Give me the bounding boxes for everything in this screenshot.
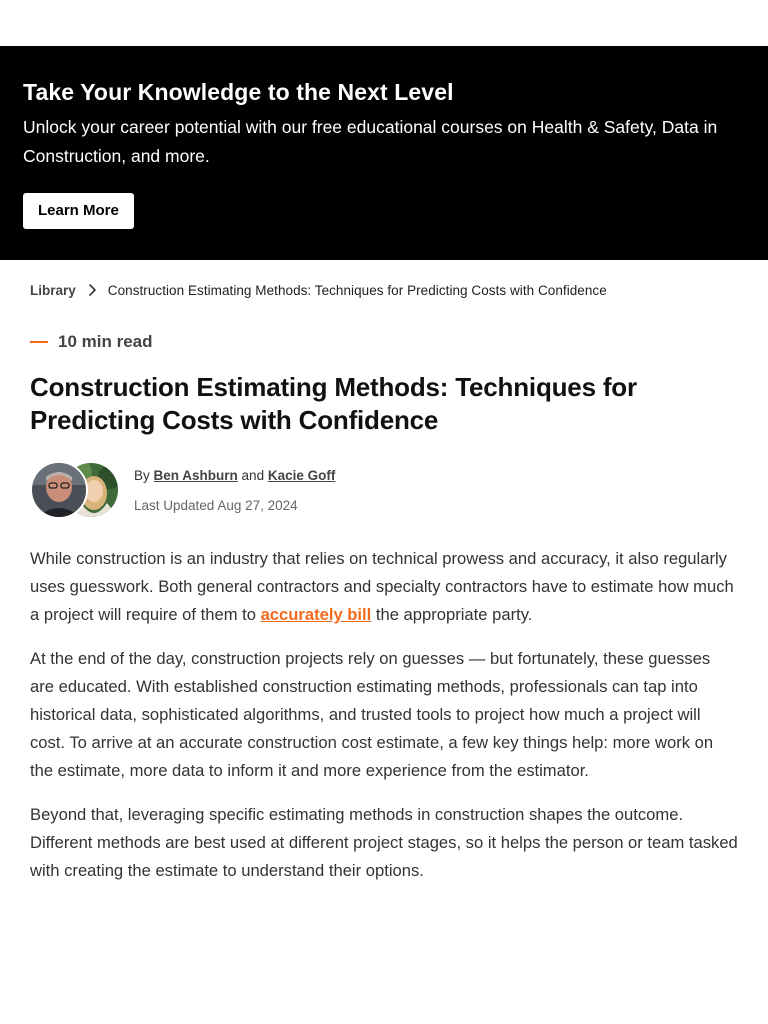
learn-more-button[interactable]: Learn More	[23, 193, 134, 229]
author-line	[134, 467, 335, 485]
article-title: Construction Estimating Methods: Techniques for Predicting Costs with Confidence	[30, 372, 637, 435]
article-body	[30, 545, 738, 885]
promo-banner	[0, 46, 768, 260]
paragraph-3: Beyond that, leveraging specific estimating methods in construction shapes the outcome. Different methods are best used at different project stages, so it helps the person or team tasked with creating the estimate to understand their options.	[30, 805, 738, 880]
byline	[30, 459, 738, 523]
paragraph-1	[30, 545, 738, 629]
breadcrumb-current: Construction Estimating Methods: Techniques for Predicting Costs with Confidence	[107, 282, 607, 298]
avatar-ben-ashburn[interactable]	[30, 461, 88, 519]
paragraph-1-text-start: While construction is an industry that relies on technical prowess and accuracy, it also regularly uses guesswork. Both general contractors and specialty contractors have to estimate how much a project will require of them to	[30, 549, 734, 624]
chevron-right-icon	[82, 280, 102, 300]
and-word: and	[241, 468, 265, 483]
read-time	[30, 329, 738, 355]
author-info	[134, 467, 335, 515]
promo-text: Unlock your career potential with our free educational courses on Health & Safety, Data in Construction, and more.	[23, 117, 718, 166]
author-avatars	[30, 459, 134, 523]
paragraph-2: At the end of the day, construction projects rely on guesses — but fortunately, these guesses are educated. With established construction estimating methods, professionals can tap into historical data, sophisticated algorithms, and trusted tools to project how much a project will cost. To arrive at an accurate construction cost estimate, a few key things help: more work on the estimate, more data to inform it and more experience from the estimator.	[30, 649, 714, 780]
breadcrumb-library-link[interactable]: Library	[30, 282, 76, 298]
read-time-label: 10 min read	[58, 332, 153, 351]
author-link-ben-ashburn[interactable]: Ben Ashburn	[153, 468, 238, 483]
author-link-kacie-goff[interactable]: Kacie Goff	[267, 468, 336, 483]
promo-heading: Take Your Knowledge to the Next Level	[23, 79, 454, 105]
by-prefix: By	[134, 468, 150, 483]
last-updated: Last Updated Aug 27, 2024	[134, 498, 298, 513]
paragraph-1-text-end: the appropriate party.	[371, 605, 533, 624]
article-content	[0, 275, 768, 885]
accurately-bill-link[interactable]: accurately bill	[260, 605, 372, 624]
top-bar	[0, 0, 768, 46]
breadcrumb	[30, 275, 738, 305]
accent-dash	[30, 341, 48, 343]
